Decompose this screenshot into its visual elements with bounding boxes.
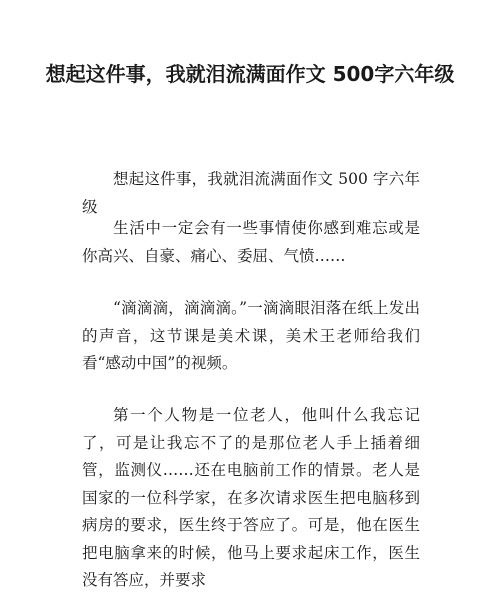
paragraph-subtitle: 想起这件事，我就泪流满面作文 500 字六年级 <box>82 170 420 216</box>
paragraph-first-person: 第一个人物是一位老人，他叫什么我忘记了，可是让我忘不了的是那位老人手上插着细管，监测仪……还在电脑前工作的情景。老人是国家的一位科学家，在多次请求医生把电脑移到病房的要求，医生终于答应了。可是，他在医生把电脑拿来的时候，他马上要求起床工作，医生没有答应，并要求 <box>82 406 420 589</box>
document-title: 想起这件事，我就泪流满面作文 500字六年级 <box>45 62 455 86</box>
paragraph-drops: “滴滴滴，滴滴滴。”一滴滴眼泪落在纸上发出的声音，这节课是美术课，美术王老师给我们看“感动中国”的视频。 <box>82 299 420 372</box>
paragraph-intro: 生活中一定会有一些事情使你感到难忘或是你高兴、自豪、痛心、委屈、气愤…… <box>82 219 420 265</box>
